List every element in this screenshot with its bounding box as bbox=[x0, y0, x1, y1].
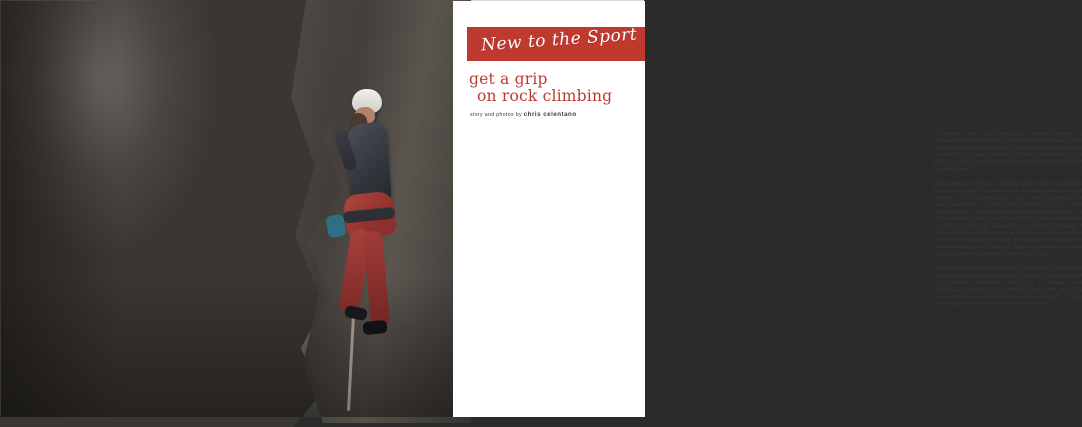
climber-right-shoe bbox=[362, 320, 387, 335]
article-column bbox=[453, 1, 1082, 417]
section-kicker-label: New to the Sport bbox=[480, 24, 638, 56]
headline-line-2: on rock climbing bbox=[477, 87, 613, 105]
body-paragraph: Despite what the detractors might say, rock climbing is much safer than it might appear on the surface. It is actually a highly controlled and methodical environment, where risk is managed very consciously. Furthermore, rock climbing is most often done at a manageable and generally slow pace. This combination of traits make accidents fairly rare in the climbing community. bbox=[934, 266, 1082, 306]
headline-line-1: get a grip bbox=[469, 70, 548, 88]
article-headline bbox=[469, 71, 637, 105]
photo-left-shading bbox=[1, 1, 121, 417]
article-byline bbox=[470, 111, 638, 118]
feature-photo bbox=[1, 1, 453, 417]
climber-left-shoe bbox=[344, 305, 368, 321]
byline-author: chris celentano bbox=[523, 111, 577, 118]
body-paragraph: The famous alpinist Lionel Terray once described climbers as “Conquistadors of the useless.” He may not have been wrong. After all, what does climbing to the top of a rock or a mountain actually accomplish in the grand scheme of things? What benefit does it bring to society? Arguably, the answer is nothing. However, none of that really matters. bbox=[934, 131, 1082, 171]
byline-prefix: story and photos by bbox=[470, 112, 524, 118]
body-paragraph: What matters most is that it is satisfying to the people that partake in this amazing sport, of which there are many disciplines and variations. It is an amazing way to get in touch with and gain a deeper appreciation for nature. Rock climbing is also a really effective means of maintaining physical fitness and coordination, as well as providing a way to see the world from a unique perspective very few ever have the opportunity to experience. Personally, I cannot recommend it enough. It is an empowering and awe-inspiring moment to make it to the top of a climbing route that you just climbed hanging on with only your fingers and toes while keeping your body in perfect balance up a sheer face of rock. bbox=[934, 181, 1082, 256]
photo-climber bbox=[319, 89, 429, 389]
climber-chalk-bag bbox=[325, 214, 347, 239]
article-body bbox=[934, 131, 1082, 317]
section-kicker-band bbox=[467, 24, 645, 61]
